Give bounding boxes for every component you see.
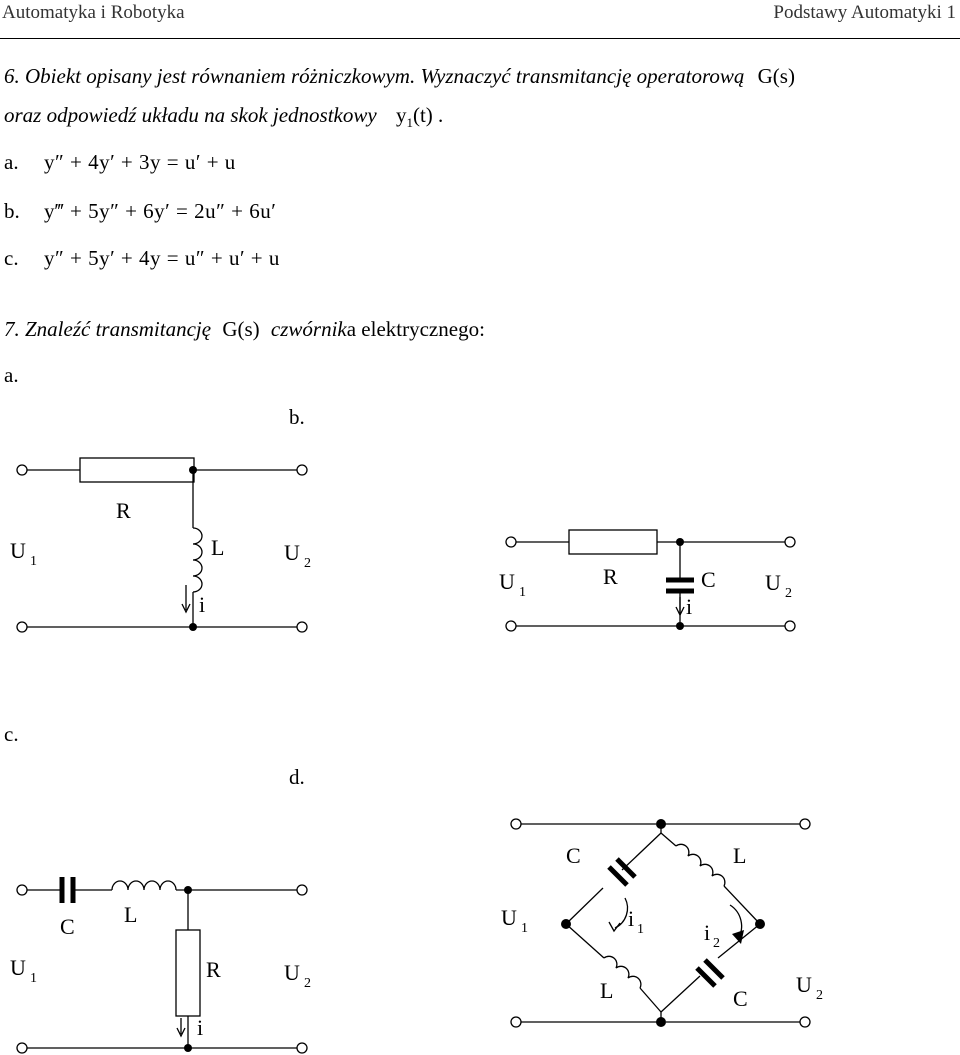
- resistor: [569, 530, 657, 554]
- input-voltage-sub: 1: [519, 585, 526, 600]
- equation-body: y″ + 5y′ + 4y = u″ + u′ + u: [44, 246, 280, 270]
- inductor-bottom-label: L: [600, 978, 614, 1003]
- output-voltage-label: U: [796, 972, 812, 997]
- input-voltage-sub: 1: [521, 921, 528, 936]
- loop-current-arrow: [615, 898, 627, 928]
- output-voltage-sub: 2: [816, 988, 823, 1003]
- input-voltage-sub: 1: [30, 554, 37, 569]
- resistor-label: R: [116, 498, 131, 523]
- current-label: i: [197, 1015, 204, 1040]
- header-course: Automatyka i Robotyka: [2, 2, 185, 23]
- task7-transfer-symbol: G(s): [222, 317, 260, 341]
- inductor: [193, 528, 202, 592]
- loop-current-1-sub: 1: [637, 922, 644, 937]
- resistor-label: R: [603, 564, 618, 589]
- circuit-c: [17, 881, 307, 1053]
- equation-body: y‴ + 5y″ + 6y′ = 2u″ + 6u′: [44, 199, 277, 223]
- input-voltage-label: U: [501, 905, 517, 930]
- header-subject: Podstawy Automatyki 1: [773, 2, 956, 23]
- resistor: [80, 458, 194, 482]
- loop-current-2-label: i: [704, 920, 711, 945]
- circuit-c-label: c.: [4, 722, 19, 746]
- task7-statement-tail: a elektrycznego:: [346, 317, 485, 341]
- capacitor-label: C: [60, 914, 75, 939]
- capacitor-label: C: [701, 567, 716, 592]
- output-voltage-label: U: [284, 540, 300, 565]
- input-voltage-label: U: [10, 538, 26, 563]
- inductor-top-label: L: [733, 843, 747, 868]
- output-voltage-sub: 2: [304, 976, 311, 991]
- task6-statement: 6. Obiekt opisany jest równaniem różniczkowym. Wyznaczyć transmitancję operatorową: [4, 64, 745, 88]
- output-voltage-sub: 2: [304, 556, 311, 571]
- terminal: [17, 465, 27, 475]
- capacitor-b: [666, 580, 694, 591]
- resistor-label: R: [206, 957, 221, 982]
- task6-transfer-symbol: G(s): [757, 64, 795, 88]
- capacitor-bottom-label: C: [733, 986, 748, 1011]
- capacitor-c: [62, 877, 73, 903]
- task7-statement-cont: czwórnik: [270, 317, 347, 341]
- task7-statement: 7. Znaleźć transmitancję: [4, 317, 212, 341]
- task6-output-sub: 1: [406, 115, 413, 131]
- loop-current-2-sub: 2: [713, 936, 720, 951]
- circuit-b: [506, 530, 795, 631]
- loop-current-1-label: i: [628, 906, 635, 931]
- input-voltage-label: U: [499, 569, 515, 594]
- task6-output-arg: (t) .: [412, 103, 444, 127]
- output-voltage-sub: 2: [785, 586, 792, 601]
- equation-label: b.: [4, 199, 20, 223]
- task6-output-symbol: y: [395, 103, 407, 127]
- output-voltage-label: U: [284, 960, 300, 985]
- inductor-label: L: [211, 535, 225, 560]
- capacitor-top-label: C: [566, 843, 581, 868]
- inductor-top: [676, 844, 725, 886]
- circuit-d-label: d.: [289, 765, 305, 789]
- equation-body: y″ + 4y′ + 3y = u′ + u: [44, 150, 236, 174]
- equation-label: a.: [4, 150, 19, 174]
- inductor-label: L: [124, 902, 138, 927]
- task6-statement-cont: oraz odpowiedź układu na skok jednostkowy: [4, 103, 377, 127]
- current-label: i: [686, 594, 693, 619]
- circuit-d: [511, 819, 810, 1027]
- output-voltage-label: U: [765, 570, 781, 595]
- inductor: [112, 881, 176, 890]
- terminal: [297, 622, 307, 632]
- input-voltage-label: U: [10, 955, 26, 980]
- terminal: [297, 465, 307, 475]
- circuit-b-label: b.: [289, 405, 305, 429]
- circuit-a: [17, 458, 307, 632]
- terminal: [17, 622, 27, 632]
- resistor: [176, 930, 200, 1016]
- input-voltage-sub: 1: [30, 971, 37, 986]
- circuit-a-label: a.: [4, 363, 19, 387]
- current-label: i: [199, 592, 206, 617]
- equation-label: c.: [4, 246, 19, 270]
